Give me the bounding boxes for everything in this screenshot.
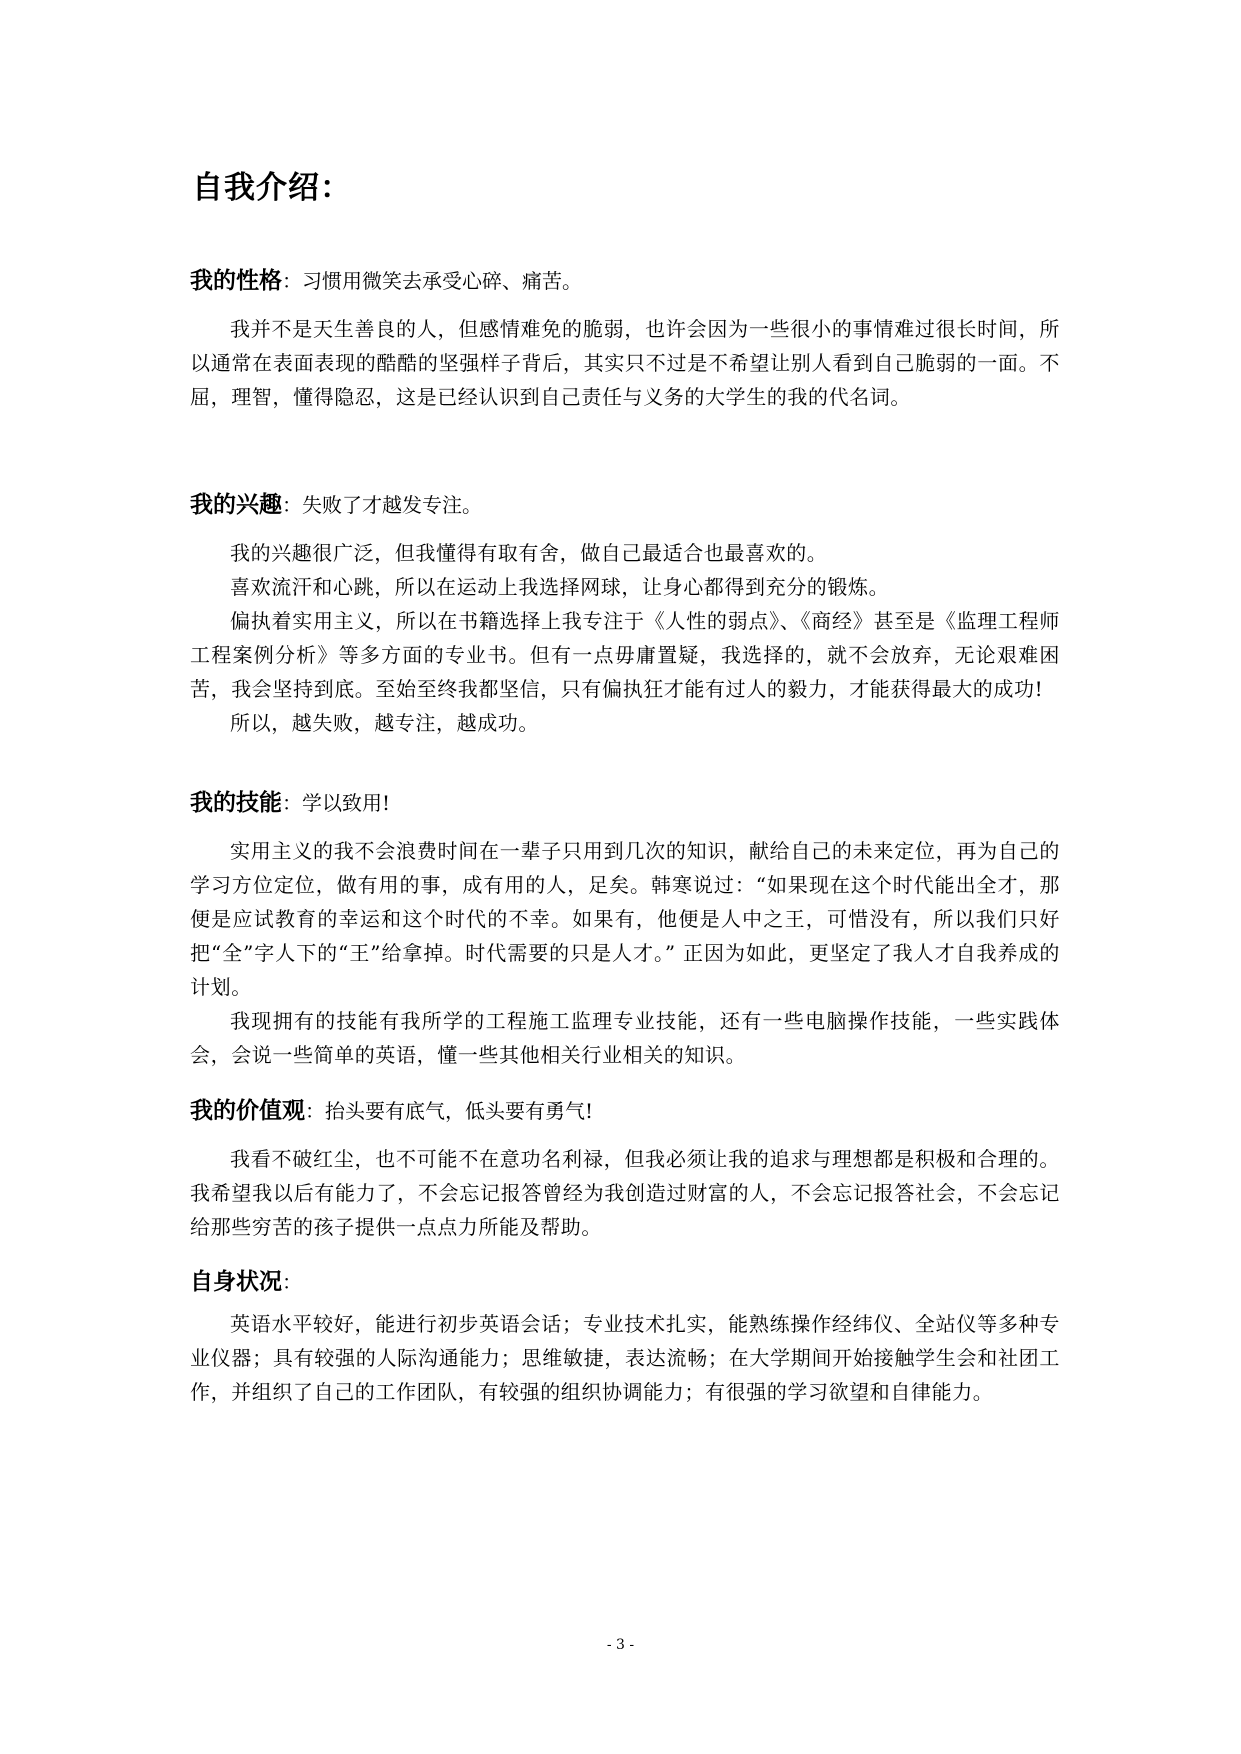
page-title: 自我介绍：: [192, 170, 352, 206]
section-label: 我的价值观: [190, 1098, 305, 1124]
paragraph: 喜欢流汗和心跳，所以在运动上我选择网球，让身心都得到充分的锻炼。: [230, 575, 890, 599]
section-label: 自身状况: [190, 1269, 282, 1295]
section-personality: [190, 264, 1060, 414]
paragraph: 我并不是天生善良的人，但感情难免的脆弱，也许会因为一些很小的事情难过很长时间，所以通常在表面表现的酷酷的坚强样子背后，其实只不过是不希望让别人看到自己脆弱的一面。不屈，理智，懂得隐忍，这是已经认识到自己责任与义务的大学生的我的代名词。: [190, 317, 1060, 409]
section-interests: [190, 488, 1060, 740]
paragraph: 偏执着实用主义，所以在书籍选择上我专注于《人性的弱点》、《商经》甚至是《监理工程师工程案例分析》等多方面的专业书。但有一点毋庸置疑，我选择的，就不会放弃，无论艰难困苦，我会坚持到底。至始至终我都坚信，只有偏执狂才能有过人的毅力，才能获得最大的成功!: [190, 609, 1060, 701]
section-skills: [190, 786, 1060, 1072]
section-heading: [190, 1094, 1060, 1128]
section-body: [190, 834, 1060, 1072]
section-body: [190, 312, 1060, 414]
section-heading: [190, 1265, 1060, 1299]
section-colon: ：: [282, 493, 302, 517]
section-label: 我的性格: [190, 268, 282, 294]
paragraph: 实用主义的我不会浪费时间在一辈子只用到几次的知识，献给自己的未来定位，再为自己的学习方位定位，做有用的事，成有用的人，足矣。韩寒说过：“如果现在这个时代能出全才，那便是应试教育的幸运和这个时代的不幸。如果有，他便是人中之王，可惜没有，所以我们只好把“全”字人下的“王”给拿掉。时代需要的只是人才。” 正因为如此，更坚定了我人才自我养成的计划。: [190, 839, 1060, 999]
section-colon: ：: [282, 269, 302, 293]
section-body: [190, 1142, 1060, 1244]
section-heading: [190, 786, 1060, 820]
page-number: - 3 -: [606, 1637, 635, 1653]
paragraph: 我看不破红尘，也不可能不在意功名利禄，但我必须让我的追求与理想都是积极和合理的。我希望我以后有能力了，不会忘记报答曾经为我创造过财富的人，不会忘记报答社会，不会忘记给那些穷苦的孩子提供一点点力所能及帮助。: [190, 1147, 1060, 1239]
section-self-status: [190, 1265, 1060, 1409]
section-values: [190, 1094, 1060, 1244]
section-heading: [190, 264, 1060, 298]
section-colon: ：: [282, 1270, 302, 1294]
section-colon: ：: [282, 791, 302, 815]
section-tagline: 失败了才越发专注。: [302, 493, 482, 517]
section-heading: [190, 488, 1060, 522]
section-tagline: 习惯用微笑去承受心碎、痛苦。: [302, 269, 582, 293]
section-body: [190, 1307, 1060, 1409]
paragraph: 我现拥有的技能有我所学的工程施工监理专业技能，还有一些电脑操作技能，一些实践体会，会说一些简单的英语，懂一些其他相关行业相关的知识。: [190, 1009, 1060, 1067]
section-colon: ：: [305, 1099, 325, 1123]
section-label: 我的技能: [190, 790, 282, 816]
paragraph: 所以，越失败，越专注，越成功。: [230, 711, 539, 735]
paragraph: 英语水平较好，能进行初步英语会话；专业技术扎实，能熟练操作经纬仪、全站仪等多种专业仪器；具有较强的人际沟通能力；思维敏捷，表达流畅；在大学期间开始接触学生会和社团工作，并组织了自己的工作团队，有较强的组织协调能力；有很强的学习欲望和自律能力。: [190, 1312, 1060, 1404]
section-tagline: 抬头要有底气，低头要有勇气!: [325, 1099, 594, 1123]
section-tagline: 学以致用!: [302, 791, 391, 815]
section-label: 我的兴趣: [190, 492, 282, 518]
section-body: [190, 536, 1060, 740]
paragraph: 我的兴趣很广泛，但我懂得有取有舍，做自己最适合也最喜欢的。: [230, 541, 828, 565]
